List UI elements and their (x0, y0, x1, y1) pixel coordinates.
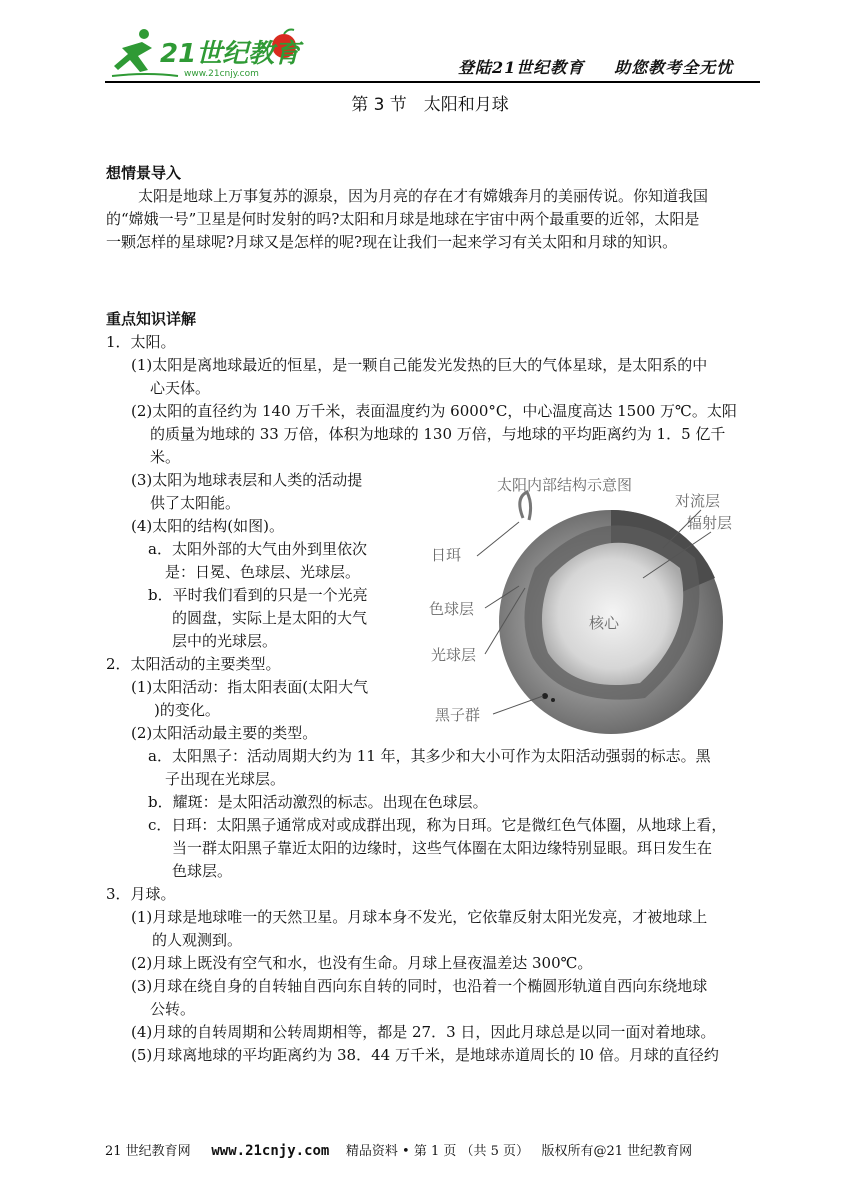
body-line: 当一群太阳黑子靠近太阳的边缘时，这些气体圈在太阳边缘特别显眼。珥日发生在 (172, 839, 713, 857)
site-logo (108, 26, 308, 82)
body-line: 的质量为地球的 33 万倍，体积为地球的 130 万倍，与地球的平均距离约为 1．5 亿千 (150, 425, 726, 443)
footer-page-info: 精品资料 • 第 1 页 （共 5 页） (345, 1144, 530, 1159)
label-core: 核心 (589, 614, 620, 632)
footer-url[interactable]: www.21cnjy.com (211, 1143, 330, 1159)
intro-line: 一颗怎样的星球呢?月球又是怎样的呢?现在让我们一起来学习有关太阳和月球的知识。 (106, 233, 678, 251)
header-divider (105, 81, 760, 83)
body-line: (2)月球上既没有空气和水，也没有生命。月球上昼夜温差达 300℃。 (131, 954, 593, 972)
body-line: (1)月球是地球唯一的天然卫星。月球本身不发光，它依靠反射太阳光发亮，才被地球上 (131, 908, 708, 926)
body-line: 是：日冕、色球层、光球层。 (165, 563, 361, 581)
body-line: c．日珥：太阳黑子通常成对或成群出现，称为日珥。它是微红色气体圈，从地球上看， (148, 816, 727, 834)
body-line: 子出现在光球层。 (165, 770, 286, 788)
body-line: (3)太阳为地球表层和人类的活动提 (131, 471, 363, 489)
body-line: 供了太阳能。 (150, 494, 241, 512)
body-line: (3)月球在绕自身的自转轴自西向东自转的同时，也沿着一个椭圆形轨道自西向东绕地球 (131, 977, 708, 995)
body-line: (2)太阳的直径约为 140 万千米，表面温度约为 6000°C，中心温度高达 1500 万℃。太阳 (131, 402, 737, 420)
body-line: (4)月球的自转周期和公转周期相等，都是 27．3 日，因此月球总是以同一面对着地球。 (131, 1023, 716, 1041)
body-line: a．太阳外部的大气由外到里依次 (148, 540, 367, 558)
figure-title: 太阳内部结构示意图 (497, 476, 633, 494)
body-line: 色球层。 (172, 862, 233, 880)
body-line: 3．月球。 (106, 885, 176, 903)
page-title: 第 3 节 太阳和月球 (351, 95, 509, 115)
body-line: )的变化。 (154, 701, 220, 719)
body-line: b．平时我们看到的只是一个光亮 (148, 586, 368, 604)
label-sunspots: 黑子群 (435, 706, 481, 724)
footer-site-name: 21 世纪教育网 (105, 1144, 191, 1159)
sunspot (551, 698, 555, 702)
prominence-mark (520, 492, 531, 520)
intro-line: 太阳是地球上万事复苏的源泉，因为月亮的存在才有嫦娥奔月的美丽传说。你知道我国 (138, 187, 709, 205)
logo-text: 21世纪教育 (160, 39, 301, 69)
key-heading: 重点知识详解 (106, 310, 197, 328)
label-convection: 对流层 (675, 492, 721, 510)
body-line: (5)月球离地球的平均距离约为 38．44 万千米，是地球赤道周长的 l0 倍。月球的直径约 (131, 1046, 719, 1064)
logo-url: www.21cnjy.com (184, 69, 259, 79)
slogan-left: 登陆21世纪教育 (458, 58, 585, 77)
body-line: 2．太阳活动的主要类型。 (106, 655, 281, 673)
body-line: 1．太阳。 (106, 333, 176, 351)
body-line: 的圆盘，实际上是太阳的大气 (172, 609, 368, 627)
page-footer (105, 1140, 692, 1159)
header-slogan (458, 55, 733, 78)
body-line: (4)太阳的结构(如图)。 (131, 517, 284, 535)
body-line: (1)太阳活动：指太阳表面(太阳大气 (131, 678, 369, 696)
body-line: (1)太阳是离地球最近的恒星，是一颗自己能发光发热的巨大的气体星球，是太阳系的中 (131, 356, 708, 374)
body-line: 公转。 (150, 1000, 196, 1018)
label-radiation: 辐射层 (687, 514, 733, 532)
label-prominence: 日珥 (431, 546, 462, 564)
label-chromosphere: 色球层 (429, 600, 475, 618)
body-line: 层中的光球层。 (172, 632, 278, 650)
intro-line: 的“嫦娥一号”卫星是何时发射的吗?太阳和月球是地球在宇宙中两个最重要的近邻，太阳是 (106, 210, 700, 228)
intro-heading: 想情景导入 (106, 164, 182, 182)
body-line: 的人观测到。 (152, 931, 243, 949)
label-photosphere: 光球层 (431, 646, 477, 664)
slogan-right: 助您教考全无忧 (614, 58, 734, 77)
body-line: b．耀斑：是太阳活动激烈的标志。出现在色球层。 (148, 793, 488, 811)
body-line: 心天体。 (150, 379, 211, 397)
body-line: a．太阳黑子：活动周期大约为 11 年，其多少和大小可作为太阳活动强弱的标志。黑 (148, 747, 711, 765)
body-line: 米。 (150, 448, 181, 466)
footer-copyright: 版权所有@21 世纪教育网 (541, 1144, 693, 1159)
sun-structure-diagram (415, 468, 765, 740)
body-line: (2)太阳活动最主要的类型。 (131, 724, 318, 742)
